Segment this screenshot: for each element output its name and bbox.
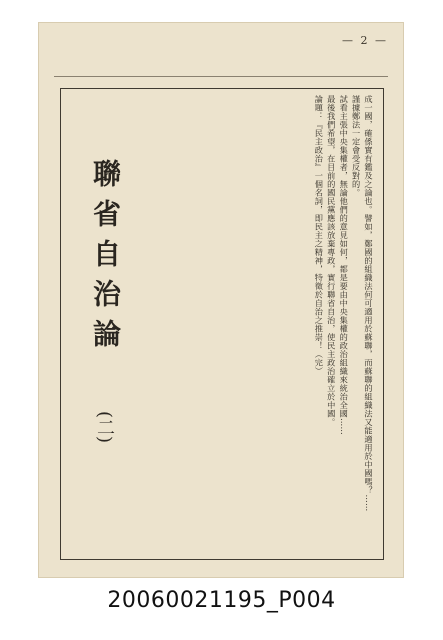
paragraph: 最後我們希望，在目前的國民黨應該放棄專政，實行聯省自治，使民主政治確立於中國。 xyxy=(326,95,337,427)
paragraph: 謹據鄭法一定會受反對的。 xyxy=(351,95,362,197)
article-body xyxy=(141,95,375,551)
article-subtitle: (二) xyxy=(94,411,115,444)
article-frame xyxy=(60,88,384,560)
document-page xyxy=(38,22,404,578)
paragraph: 試看主張中央集權者，無論他們的意見如何，都是要由中央集權的政治組織來統治全國…… xyxy=(339,95,350,435)
paragraph: 論題：『民主政治』一個名詞，即民主之精神，特徵於自治之推崇！（完） xyxy=(314,95,325,376)
paragraph: 成一國，確係實有鑑及之論也。譬如，鄭國的組織法何可適用於蘇聯，而蘇聯的組織法又能適用於中國嗎？…… xyxy=(364,95,374,512)
article-title: 聯省自治論 xyxy=(89,159,122,359)
article-title-block xyxy=(71,159,129,469)
page-number: — 2 — xyxy=(342,34,388,47)
header-rule xyxy=(54,76,388,77)
image-caption: 20060021195_P004 xyxy=(107,588,336,613)
